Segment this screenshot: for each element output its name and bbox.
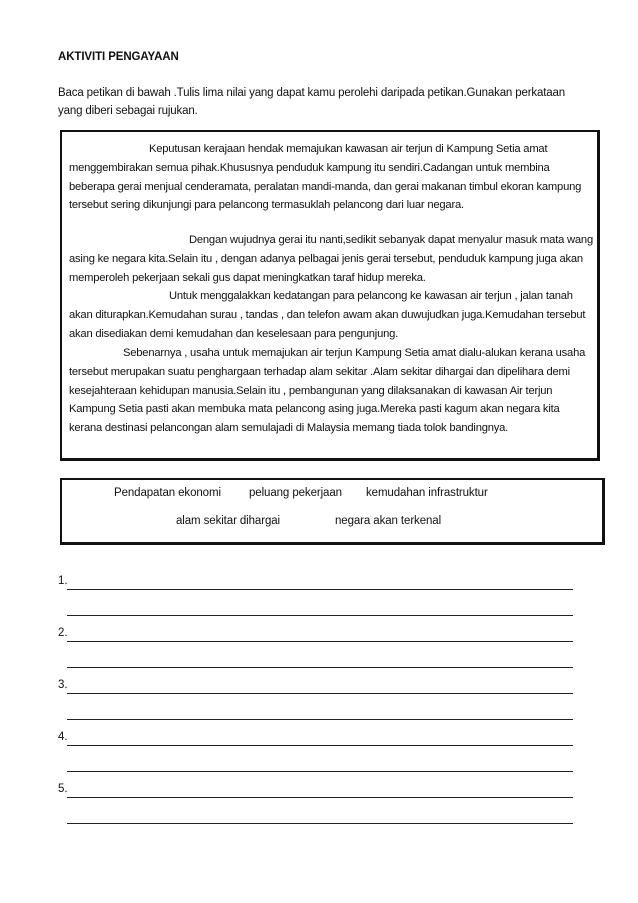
word-bank-box <box>60 478 605 545</box>
answer-row-continuation[interactable] <box>58 596 573 622</box>
answer-number: 5. <box>58 783 68 795</box>
word-bank-item: negara akan terkenal <box>335 515 442 527</box>
passage-paragraph-1: Keputusan kerajaan hendak memajukan kawasan air terjun di Kampung Setia amat menggembirakan semua pihak.Khususnya penduduk kampung itu sendiri.Cadangan untuk membina beberapa gerai menjual cenderamata, peralatan mandi-manda, dan gerai makanan timbul ekoran kampung tersebut sering dikunjungi para pelancong termasuklah pelancong dari luar negara. <box>69 143 582 212</box>
answer-row[interactable] <box>58 778 573 804</box>
answer-line[interactable] <box>67 719 573 720</box>
passage-box <box>60 130 600 461</box>
passage-paragraph-4: Sebenarnya , usaha untuk memajukan air terjun Kampung Setia amat dialu-alukan kerana usaha tersebut merupakan suatu penghargaan terhadap alam sekitar .Alam sekitar dihargai dan dipelihara demi kesejahteraan kehidupan manusia.Selain itu , pembangunan yang dilaksanakan di kawasan Air terjun Kampung Setia pasti akan membuka mata pelancong asing juga.Mereka pasti kagum akan negara kita kerana destinasi pelancongan alam semulajadi di Malaysia memang tiada tolok bandingnya. <box>69 347 586 435</box>
answer-line[interactable] <box>67 823 573 824</box>
answer-row-continuation[interactable] <box>58 752 573 778</box>
answer-row[interactable] <box>58 622 573 648</box>
worksheet-title: AKTIVITI PENGAYAAN <box>58 51 179 63</box>
answer-line[interactable] <box>67 615 573 616</box>
word-bank-item: alam sekitar dihargai <box>176 515 281 527</box>
answer-line[interactable] <box>67 745 573 746</box>
answer-section <box>58 570 573 830</box>
word-bank-item: Pendapatan ekonomi <box>114 487 221 499</box>
answer-row[interactable] <box>58 570 573 596</box>
answer-row-continuation[interactable] <box>58 804 573 830</box>
answer-number: 2. <box>58 627 68 639</box>
answer-row[interactable] <box>58 726 573 752</box>
answer-row[interactable] <box>58 674 573 700</box>
answer-row-continuation[interactable] <box>58 648 573 674</box>
answer-line[interactable] <box>67 693 573 694</box>
answer-line[interactable] <box>67 641 573 642</box>
answer-line[interactable] <box>67 797 573 798</box>
answer-number: 4. <box>58 731 68 743</box>
answer-number: 3. <box>58 679 68 691</box>
instructions-text: Baca petikan di bawah .Tulis lima nilai yang dapat kamu perolehi daripada petikan.Gunakan perkataan yang diberi sebagai rujukan. <box>58 87 566 117</box>
answer-line[interactable] <box>67 589 573 590</box>
word-bank-item: kemudahan infrastruktur <box>366 487 488 499</box>
word-bank-item: peluang pekerjaan <box>249 487 342 499</box>
passage-paragraph-3: Untuk menggalakkan kedatangan para pelancong ke kawasan air terjun , jalan tanah akan diturapkan.Kemudahan surau , tandas , dan telefon awam akan duwujudkan juga.Kemudahan tersebut akan disediakan demi kemudahan dan keselesaan para pengunjung. <box>69 290 586 340</box>
passage-paragraph-2: Dengan wujudnya gerai itu nanti,sedikit sebanyak dapat menyalur masuk mata wang asing ke negara kita.Selain itu , dengan adanya pelbagai jenis gerai tersebut, penduduk kampung juga akan memperoleh pekerjaan sekali gus dapat meningkatkan taraf hidup mereka. <box>69 234 593 284</box>
answer-row-continuation[interactable] <box>58 700 573 726</box>
answer-line[interactable] <box>67 667 573 668</box>
answer-line[interactable] <box>67 771 573 772</box>
answer-number: 1. <box>58 575 68 587</box>
